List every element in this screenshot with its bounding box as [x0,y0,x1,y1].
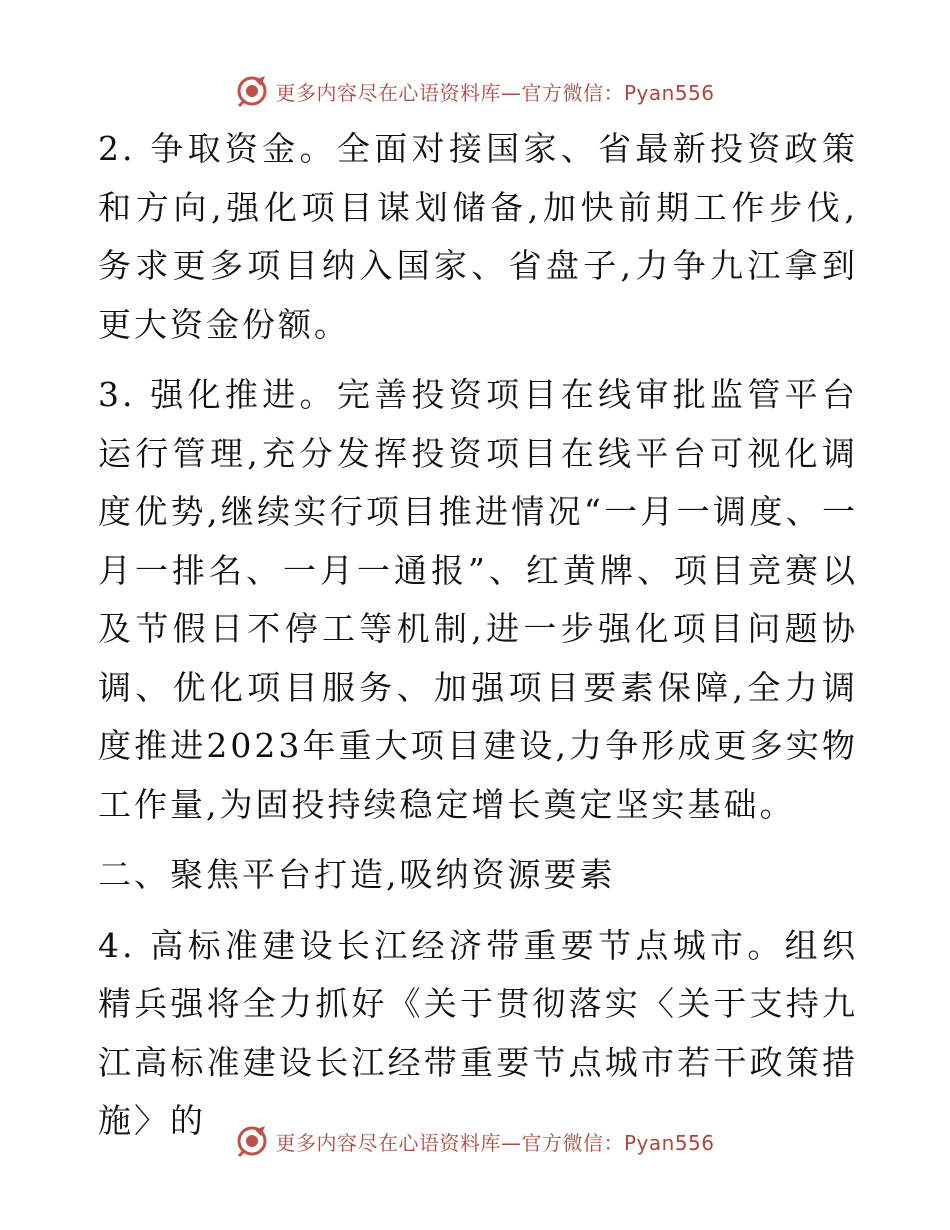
logo-icon [235,74,269,108]
banner-wechat-label: 官方微信： [521,80,624,105]
banner-wechat-id: Pyan556 [623,80,715,105]
logo-icon [235,1124,269,1158]
paragraph-2: 2. 争取资金。全面对接国家、省最新投资政策和方向,强化项目谋划储备,加快前期工作步伐,务求更多项目纳入国家、省盘子,力争九江拿到更大资金份额。 [98,129,858,344]
footer-banner [0,1121,950,1161]
section-heading: 二、聚焦平台打造,吸纳资源要素 [98,855,616,894]
banner-separator: — [500,1130,522,1155]
document-body [98,120,858,1163]
banner-site-text: 更多内容尽在心语资料库 [275,80,501,105]
paragraph-4: 4. 高标准建设长江经济带重要节点城市。组织精兵强将全力抓好《关于贯彻落实〈关于支持九江高标准建设长江经带重要节点城市若干政策措施〉的 [98,925,858,1140]
banner-wechat-id: Pyan556 [623,1130,715,1155]
banner-wechat-label: 官方微信： [521,1130,624,1155]
banner-text [275,77,714,106]
banner-site-text: 更多内容尽在心语资料库 [275,1130,501,1155]
header-banner [0,71,950,111]
banner-text [275,1127,714,1156]
banner-separator: — [500,80,522,105]
paragraph-3: 3. 强化推进。完善投资项目在线审批监管平台运行管理,充分发挥投资项目在线平台可视化调度优势,继续实行项目推进情况“一月一调度、一月一排名、一月一通报”、红黄牌、项目竞赛以及节假日不停工等机制,进一步强化项目问题协调、优化项目服务、加强项目要素保障,全力调度推进2023年重大项目建设,力争形成更多实物工作量,为固投持续稳定增长奠定坚实基础。 [98,375,858,824]
